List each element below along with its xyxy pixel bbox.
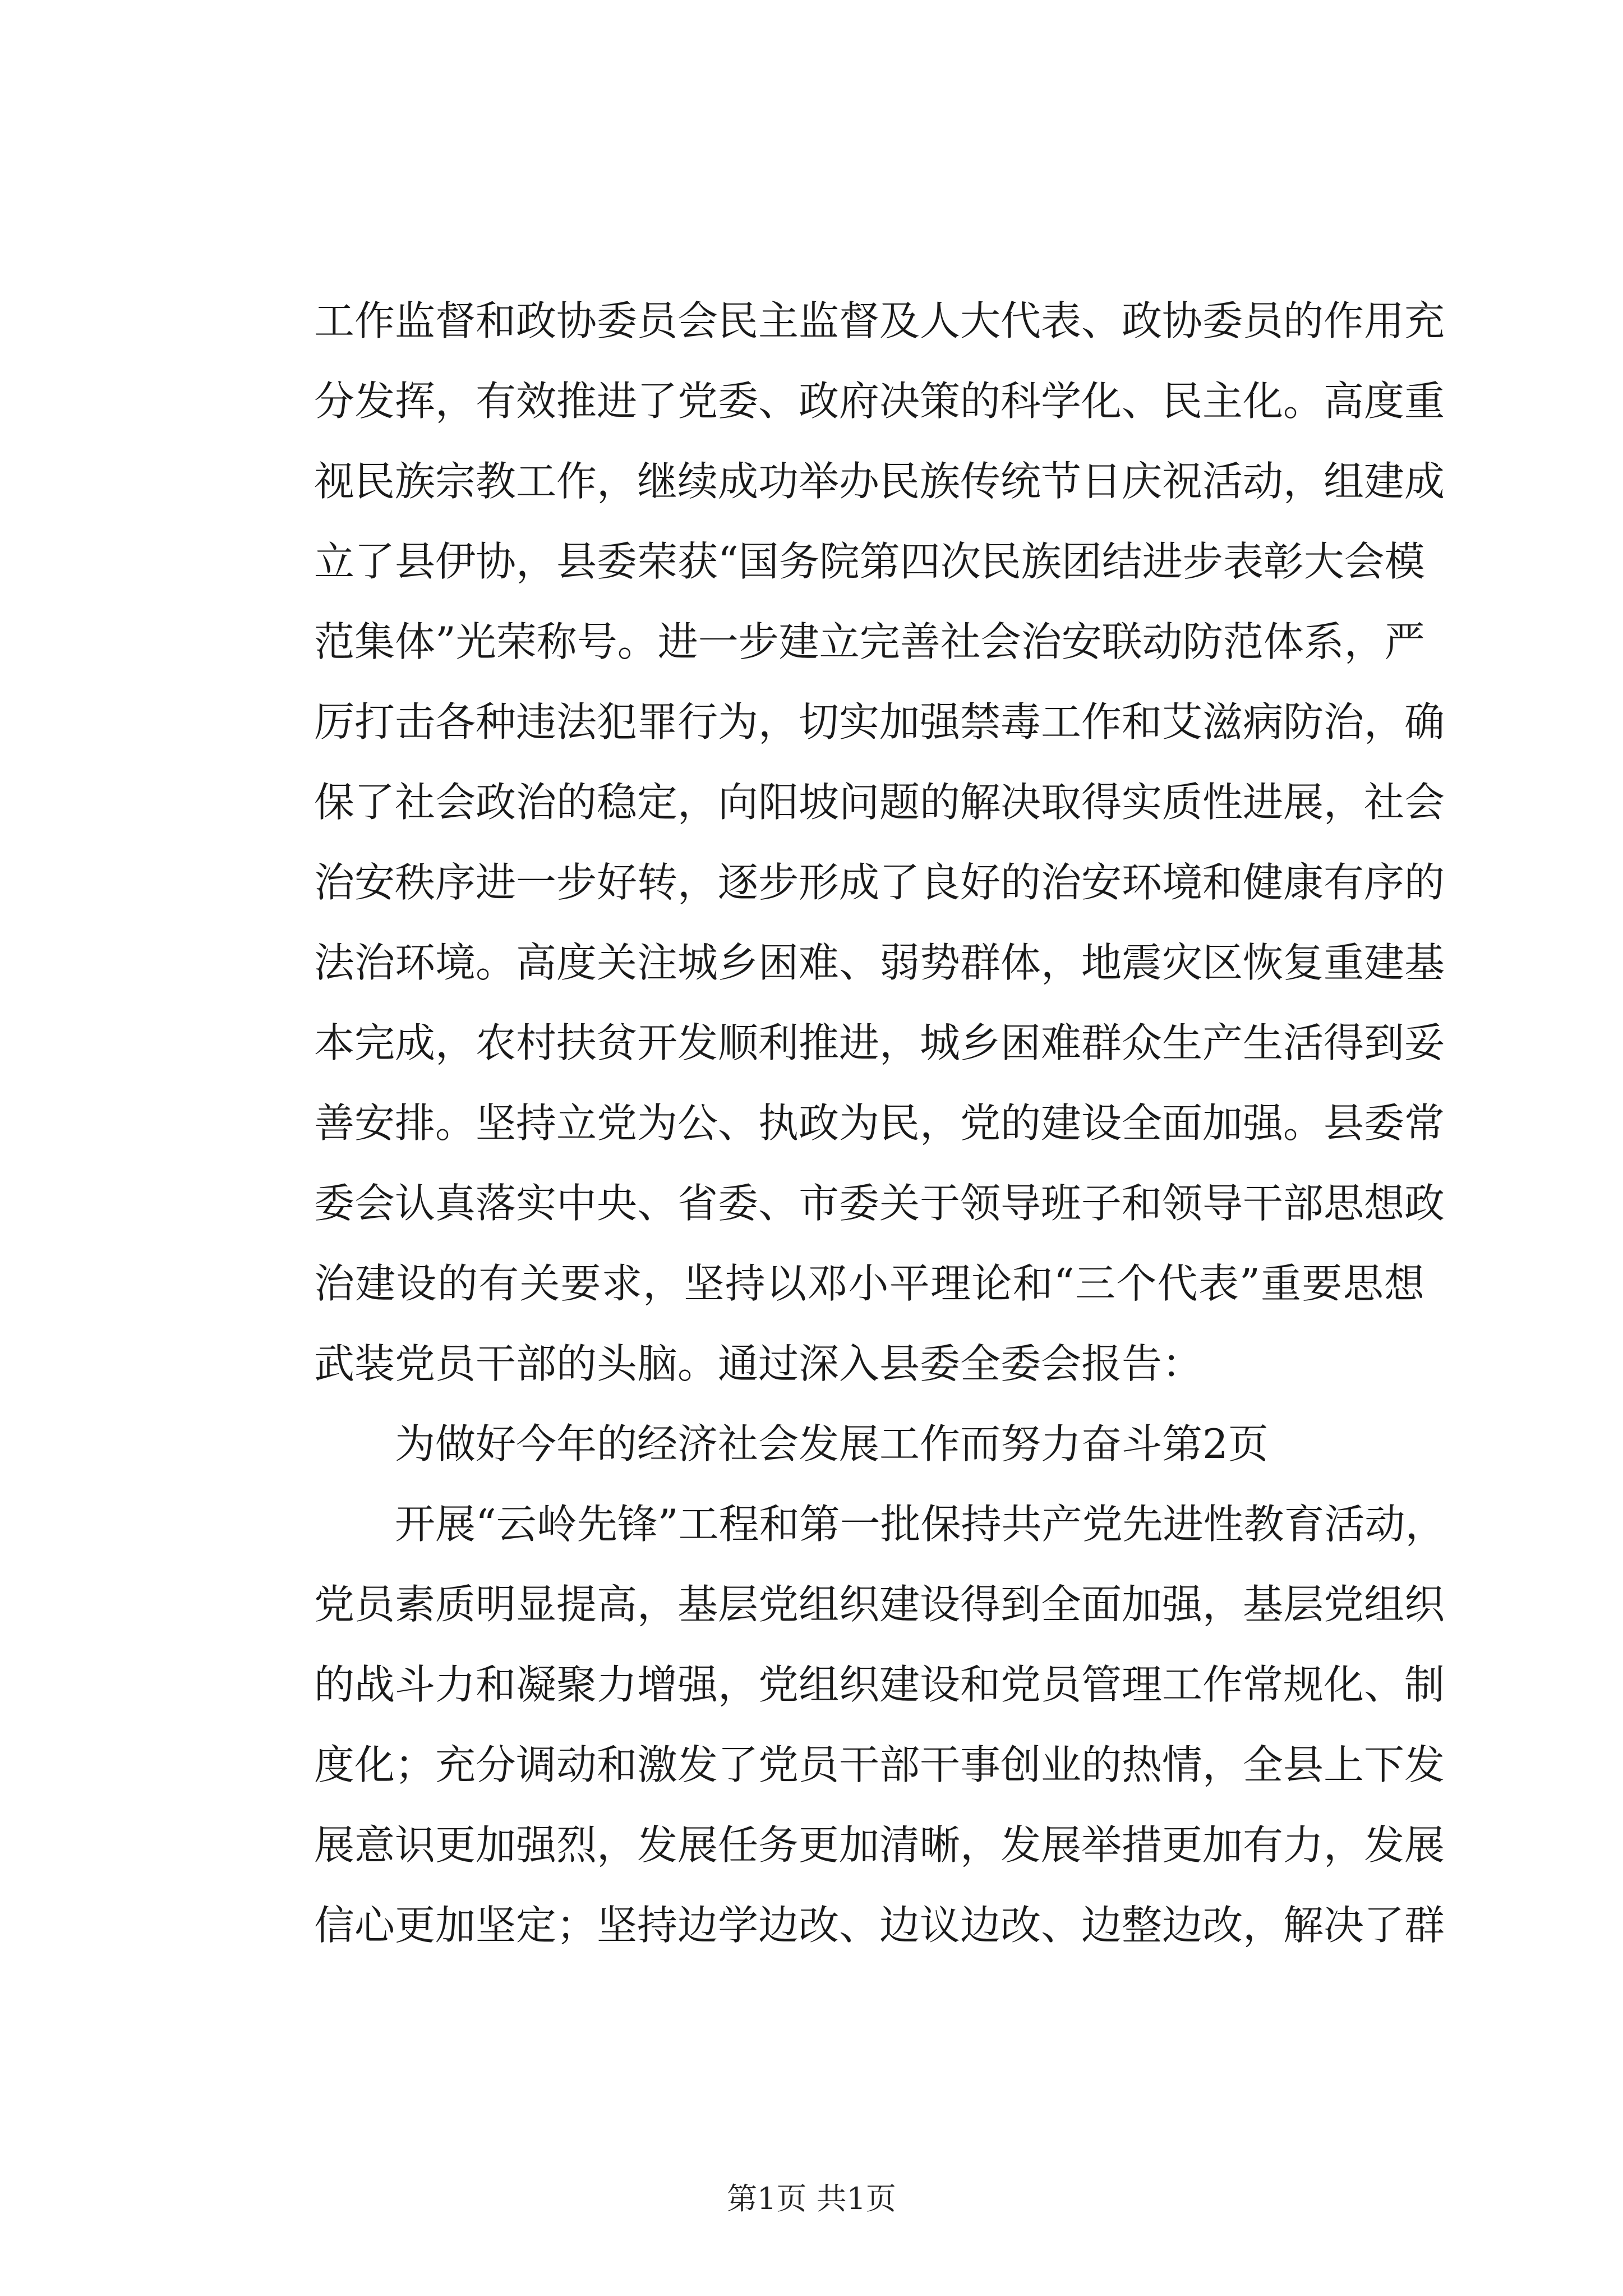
paragraph-line: 开展“云岭先锋”工程和第一批保持共产党先进性教育活动， [395, 1501, 1446, 1548]
paragraph-line: 立了县伊协，县委荣获“国务院第四次民族团结进步表彰大会模 [314, 538, 1425, 585]
paragraph-line: 保了社会政治的稳定，向阳坡问题的解决取得实质性进展，社会 [314, 779, 1445, 826]
paragraph-line: 治建设的有关要求，坚持以邓小平理论和“三个代表”重要思想 [314, 1260, 1424, 1307]
paragraph-line: 范集体”光荣称号。进一步建立完善社会治安联动防范体系，严 [314, 618, 1425, 665]
paragraph-line: 委会认真落实中央、省委、市委关于领导班子和领导干部思想政 [314, 1180, 1445, 1227]
paragraph-line: 治安秩序进一步好转，逐步形成了良好的治安环境和健康有序的 [314, 859, 1445, 906]
paragraph-line: 善安排。坚持立党为公、执政为民，党的建设全面加强。县委常 [314, 1099, 1445, 1147]
paragraph-line: 本完成，农村扶贫开发顺利推进，城乡困难群众生产生活得到妥 [314, 1019, 1445, 1066]
paragraph-line: 度化；充分调动和激发了党员干部干事创业的热情，全县上下发 [314, 1741, 1445, 1788]
section-heading: 为做好今年的经济社会发展工作而努力奋斗第2页 [395, 1420, 1269, 1467]
paragraph-line: 视民族宗教工作，继续成功举办民族传统节日庆祝活动，组建成 [314, 458, 1445, 505]
page-footer [0, 2182, 1623, 2216]
paragraph-line: 厉打击各种违法犯罪行为，切实加强禁毒工作和艾滋病防治，确 [314, 698, 1445, 746]
paragraph-line: 信心更加坚定；坚持边学边改、边议边改、边整边改，解决了群 [314, 1902, 1445, 1949]
paragraph-line: 法治环境。高度关注城乡困难、弱势群体，地震灾区恢复重建基 [314, 939, 1445, 986]
paragraph-line: 工作监督和政协委员会民主监督及人大代表、政协委员的作用充 [314, 297, 1445, 344]
document-body [314, 297, 1446, 1982]
paragraph-line: 分发挥，有效推进了党委、政府决策的科学化、民主化。高度重 [314, 378, 1445, 425]
page-number: 第1页 共1页 [727, 2181, 896, 2216]
paragraph-line: 的战斗力和凝聚力增强，党组织建设和党员管理工作常规化、制 [314, 1661, 1445, 1708]
paragraph-line: 武装党员干部的头脑。通过深入县委全委会报告： [314, 1340, 1203, 1387]
paragraph-line: 展意识更加强烈，发展任务更加清晰，发展举措更加有力，发展 [314, 1821, 1445, 1869]
paragraph-line: 党员素质明显提高，基层党组织建设得到全面加强，基层党组织 [314, 1581, 1445, 1628]
